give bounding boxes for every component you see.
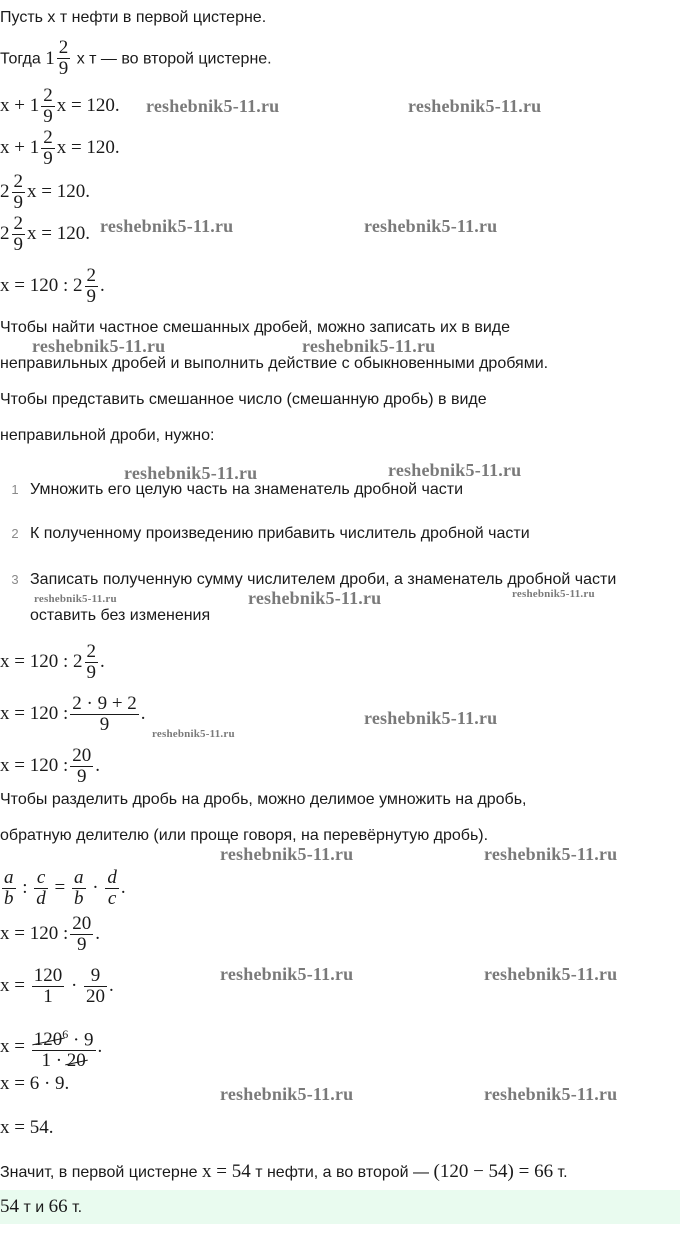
watermark: reshebnik5-11.ru xyxy=(484,964,618,984)
watermark: reshebnik5-11.ru xyxy=(408,96,542,116)
equation-12: x = 6 · 9. xyxy=(0,1073,70,1094)
text-divide-rule-2: обратную делителю (или проще говоря, на перевёрнутую дробь). xyxy=(0,827,489,844)
equation-6: x = 120 : 2 $\frac{2}{9}$ . xyxy=(0,641,105,683)
equation-7: x = 120 : $\frac{2 \cdot 9 + 2}{9}$ . xyxy=(0,693,146,735)
watermark: reshebnik5-11.ru xyxy=(100,216,234,236)
text-convert-intro-2: неправильной дроби, нужно: xyxy=(0,427,215,444)
text-divide-rule-1: Чтобы разделить дробь на дробь, можно делимое умножить на дробь, xyxy=(0,791,527,808)
watermark: reshebnik5-11.ru xyxy=(364,708,498,728)
text-mixed-quotient-2: неправильных дробей и выполнить действие с обыкновенными дробями. xyxy=(0,355,549,372)
equation-10: x = $\frac{120}{1}$ · $\frac{9}{20}$ . xyxy=(0,965,114,1007)
watermark: reshebnik5-11.ru xyxy=(484,844,618,864)
equation-9: x = 120 : $\frac{20}{9}$ . xyxy=(0,913,100,955)
equation-13: x = 54. xyxy=(0,1117,54,1138)
watermark: reshebnik5-11.ru xyxy=(220,964,354,984)
equation-4: 2 $\frac{2}{9}$ x = 120. xyxy=(0,213,90,255)
watermark: reshebnik5-11.ru xyxy=(248,588,382,608)
watermark: reshebnik5-11.ru xyxy=(484,1084,618,1104)
list-item-2: 2 К полученному произведению прибавить числитель дробной части xyxy=(11,525,530,542)
watermark: reshebnik5-11.ru xyxy=(220,1084,354,1104)
answer-box: 54 т и 66 т. xyxy=(0,1190,680,1224)
watermark: reshebnik5-11.ru xyxy=(146,96,280,116)
conclusion-text: Значит, в первой цистерне x = 54 т нефти, а во второй — (120 − 54) = 66 т. xyxy=(0,1161,568,1182)
text-convert-intro-1: Чтобы представить смешанное число (смешанную дробь) в виде xyxy=(0,391,487,408)
watermark: reshebnik5-11.ru xyxy=(124,463,258,483)
text-first-tank: Пусть x т нефти в первой цистерне. xyxy=(0,9,267,26)
watermark: reshebnik5-11.ru xyxy=(512,588,595,600)
equation-11: x = $\frac{120^6 \cdot 9}{1 \cdot 20}$ . xyxy=(0,1024,102,1071)
list-item-1: 1 Умножить его целую часть на знаменатель дробной части xyxy=(11,481,464,498)
equation-8: x = 120 : $\frac{20}{9}$ . xyxy=(0,745,100,787)
watermark: reshebnik5-11.ru xyxy=(220,844,354,864)
watermark: reshebnik5-11.ru xyxy=(364,216,498,236)
equation-1: x + 1 $\frac{2}{9}$ x = 120. xyxy=(0,85,120,127)
watermark: reshebnik5-11.ru xyxy=(34,593,117,605)
text-second-tank: Тогда 1 $\frac{2}{9}$ x т — во второй цистерне. xyxy=(0,37,272,79)
list-item-3: 3 Записать полученную сумму числителем дроби, а знаменатель дробной части оставить без изменения xyxy=(11,571,617,624)
watermark: reshebnik5-11.ru xyxy=(302,336,436,356)
watermark: reshebnik5-11.ru xyxy=(388,460,522,480)
watermark: reshebnik5-11.ru xyxy=(152,728,235,740)
equation-3: 2 $\frac{2}{9}$ x = 120. xyxy=(0,171,90,213)
equation-5: x = 120 : 2 $\frac{2}{9}$ . xyxy=(0,265,105,307)
watermark: reshebnik5-11.ru xyxy=(32,336,166,356)
equation-2: x + 1 $\frac{2}{9}$ x = 120. xyxy=(0,127,120,169)
text-mixed-quotient-1: Чтобы найти частное смешанных дробей, можно записать их в виде xyxy=(0,319,511,336)
division-rule-formula: $\frac{a}{b}$ : $\frac{c}{d}$ = $\frac{a}{b}$ · $\frac{d}{c}$ . xyxy=(4,867,126,909)
